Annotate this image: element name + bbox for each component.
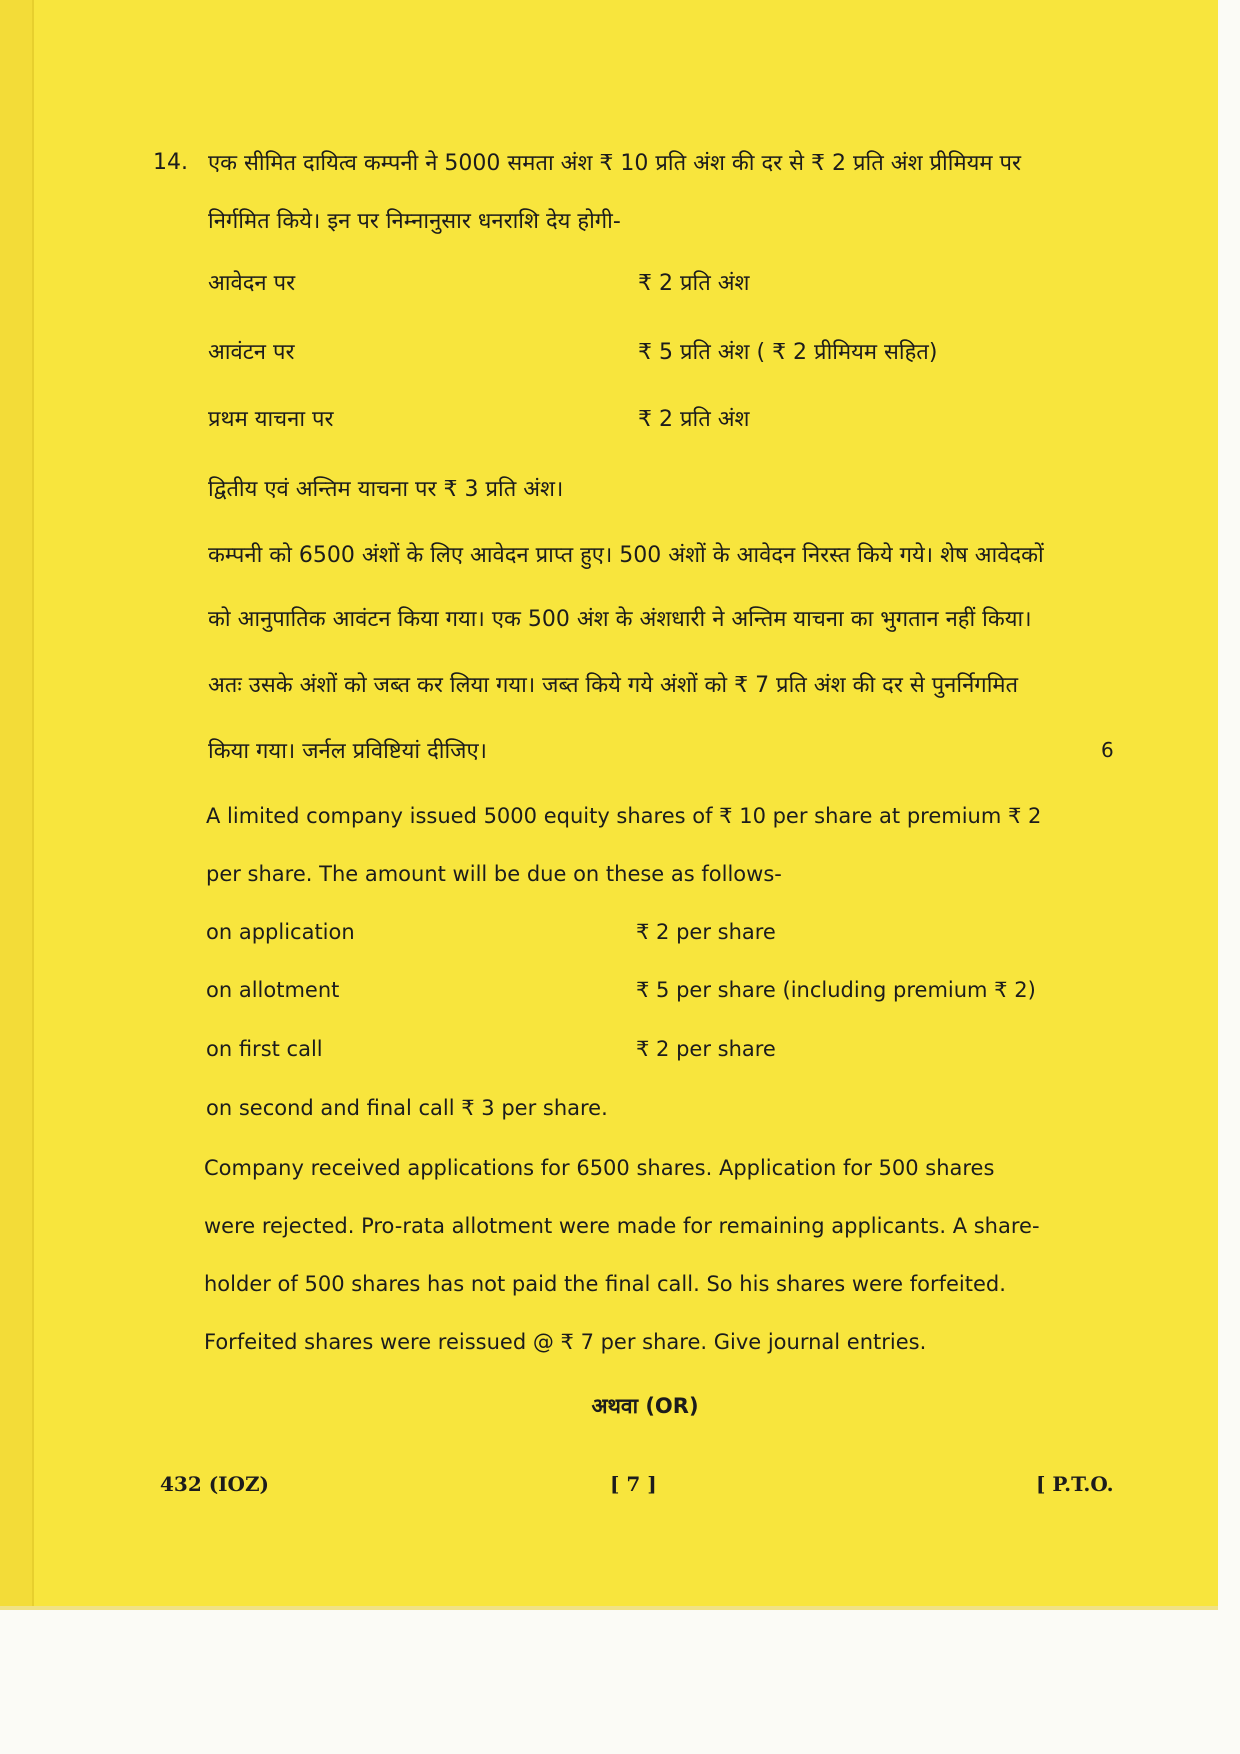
hindi-row-value-first-call: ₹ 2 प्रति अंश [638, 407, 750, 432]
hindi-row-label-application: आवेदन पर [208, 271, 296, 296]
english-intro-line-1: A limited company issued 5000 equity shares of ₹ 10 per share at premium ₹ 2 [206, 804, 1042, 828]
english-row-label-application: on application [206, 920, 355, 944]
english-final-call: on second and final call ₹ 3 per share. [206, 1096, 608, 1120]
english-row-value-first-call: ₹ 2 per share [636, 1037, 776, 1061]
english-body-line-1: Company received applications for 6500 shares. Application for 500 shares [204, 1156, 995, 1180]
page-number: [ 7 ] [610, 1472, 657, 1496]
english-row-label-first-call: on first call [206, 1037, 323, 1061]
question-number: 14. [153, 150, 188, 175]
english-body-line-4: Forfeited shares were reissued @ ₹ 7 per share. Give journal entries. [204, 1330, 927, 1354]
english-body-line-3: holder of 500 shares has not paid the final call. So his shares were forfeited. [204, 1272, 1006, 1296]
hindi-body-line-2: को आनुपातिक आवंटन किया गया। एक 500 अंश के अंशधारी ने अन्तिम याचना का भुगतान नहीं किया। [208, 607, 1032, 632]
hindi-row-value-allotment: ₹ 5 प्रति अंश ( ₹ 2 प्रीमियम सहित) [638, 340, 938, 365]
marks: 6 [1101, 738, 1114, 762]
hindi-body-line-1: कम्पनी को 6500 अंशों के लिए आवेदन प्राप्त हुए। 500 अंशों के आवेदन निरस्त किये गये। शेष आवेदकों [208, 543, 1044, 568]
hindi-row-label-first-call: प्रथम याचना पर [208, 407, 334, 432]
hindi-row-label-allotment: आवंटन पर [208, 340, 295, 365]
hindi-body-line-3: अतः उसके अंशों को जब्त कर लिया गया। जब्त किये गये अंशों को ₹ 7 प्रति अंश की दर से पुनर्निगमित [208, 673, 1019, 698]
english-row-label-allotment: on allotment [206, 978, 340, 1002]
hindi-intro-line-2: निर्गमित किये। इन पर निम्नानुसार धनराशि देय होगी- [208, 209, 621, 234]
hindi-row-value-application: ₹ 2 प्रति अंश [638, 271, 750, 296]
english-body-line-2: were rejected. Pro-rata allotment were made for remaining applicants. A share- [204, 1214, 1040, 1238]
english-row-value-application: ₹ 2 per share [636, 920, 776, 944]
hindi-final-call: द्वितीय एवं अन्तिम याचना पर ₹ 3 प्रति अंश। [208, 477, 564, 502]
paper-code: 432 (IOZ) [160, 1472, 270, 1496]
english-intro-line-2: per share. The amount will be due on these as follows- [206, 862, 782, 886]
please-turn-over: [ P.T.O. [1036, 1472, 1114, 1496]
english-row-value-allotment: ₹ 5 per share (including premium ₹ 2) [636, 978, 1036, 1002]
or-heading: अथवा (OR) [591, 1394, 699, 1418]
hindi-body-line-4: किया गया। जर्नल प्रविष्टियां दीजिए। [208, 739, 488, 764]
hindi-intro-line-1: एक सीमित दायित्व कम्पनी ने 5000 समता अंश ₹ 10 प्रति अंश की दर से ₹ 2 प्रति अंश प्रीमियम पर [208, 151, 1022, 176]
